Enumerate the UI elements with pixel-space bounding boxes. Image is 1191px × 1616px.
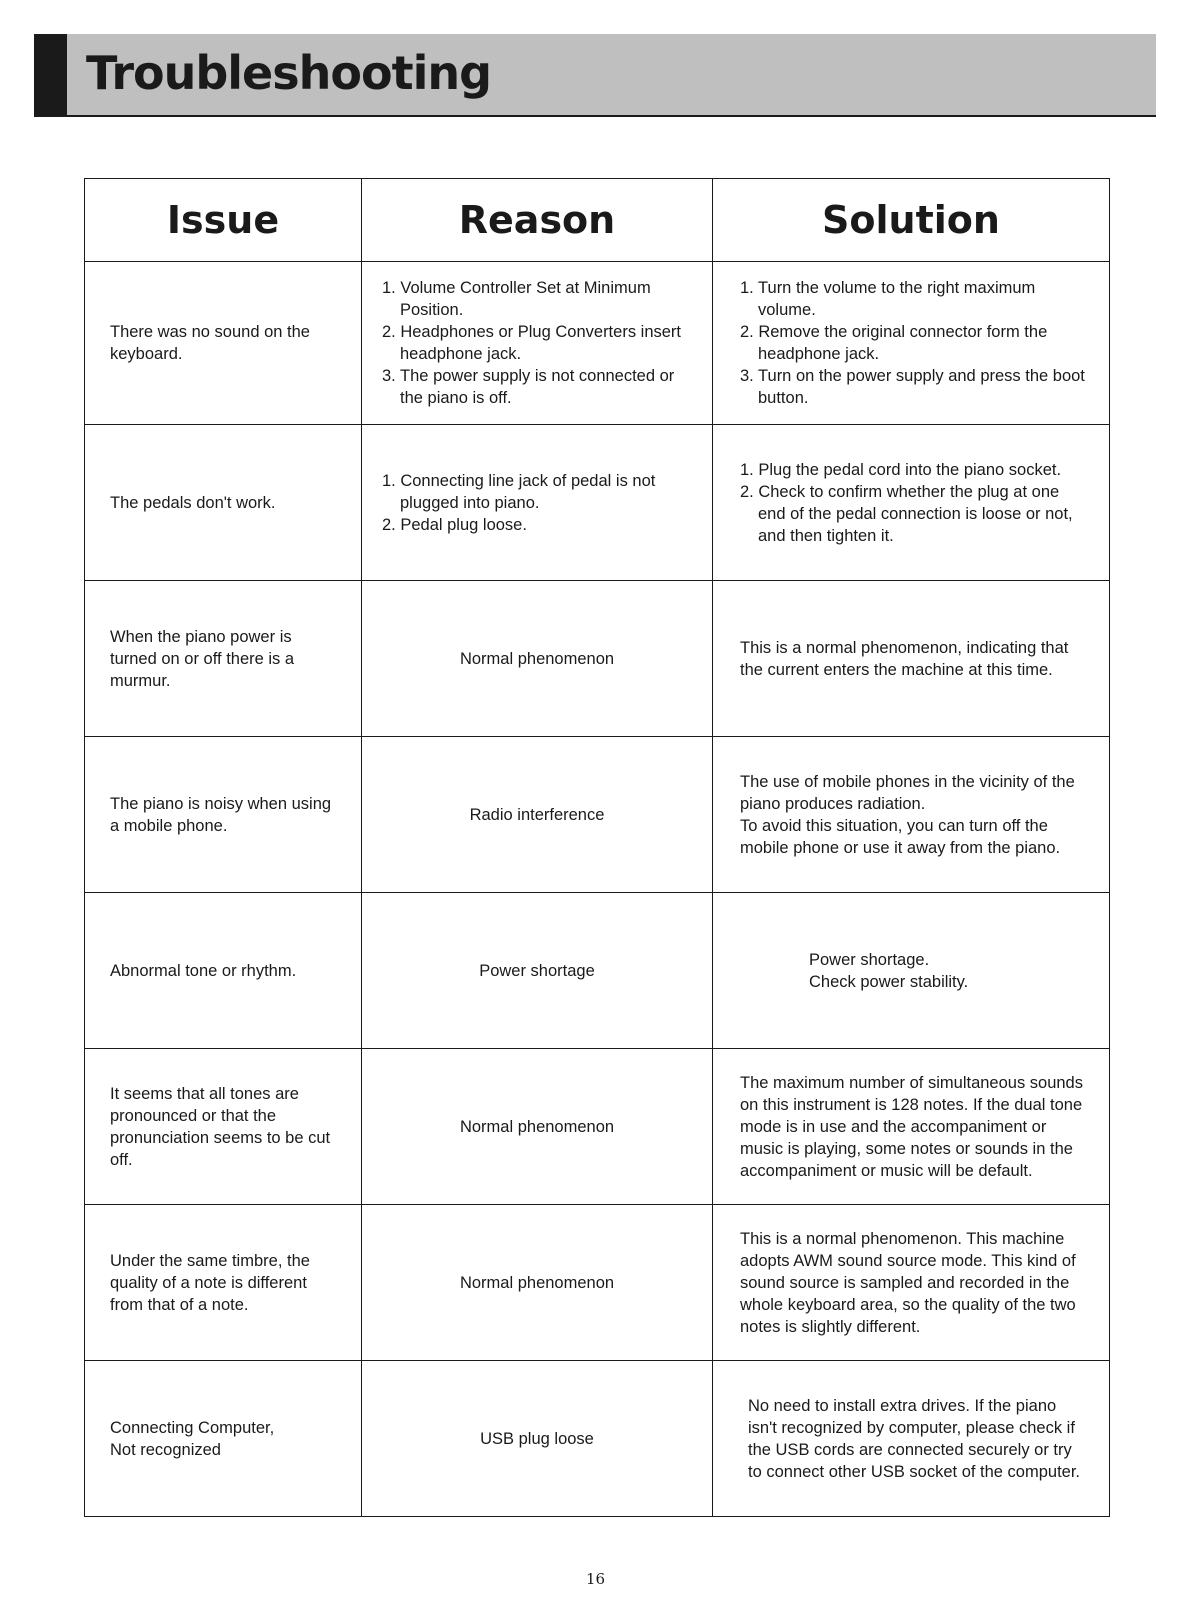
table-row bbox=[85, 581, 1110, 737]
solution-step: 2. Check to confirm whether the plug at one end of the pedal connection is loose or not, and then tighten it. bbox=[740, 482, 1073, 545]
title-bar bbox=[34, 34, 1156, 117]
reason-cell: Normal phenomenon bbox=[362, 581, 713, 737]
solution-line: To avoid this situation, you can turn off the mobile phone or use it away from the piano. bbox=[740, 816, 1061, 857]
reason-cell: Normal phenomenon bbox=[362, 1205, 713, 1361]
reason-cell bbox=[362, 425, 713, 581]
header-reason: Reason bbox=[362, 179, 713, 262]
table-row bbox=[85, 1361, 1110, 1517]
header-solution: Solution bbox=[713, 179, 1110, 262]
table-row bbox=[85, 1205, 1110, 1361]
solution-cell: This is a normal phenomenon, indicating that the current enters the machine at this time. bbox=[713, 581, 1110, 737]
reason-cell: USB plug loose bbox=[362, 1361, 713, 1517]
table-row bbox=[85, 262, 1110, 425]
issue-cell: There was no sound on the keyboard. bbox=[85, 262, 362, 425]
solution-step: 2. Remove the original connector form the headphone jack. bbox=[740, 323, 1048, 363]
issue-line: Connecting Computer, bbox=[110, 1418, 275, 1437]
issue-cell: Abnormal tone or rhythm. bbox=[85, 893, 362, 1049]
reason-step: 1. Volume Controller Set at Minimum Position. bbox=[382, 279, 651, 319]
reason-cell: Normal phenomenon bbox=[362, 1049, 713, 1205]
solution-step: 1. Turn the volume to the right maximum volume. bbox=[740, 279, 1036, 319]
issue-cell bbox=[85, 1361, 362, 1517]
issue-cell: The pedals don't work. bbox=[85, 425, 362, 581]
issue-cell: It seems that all tones are pronounced or that the pronunciation seems to be cut off. bbox=[85, 1049, 362, 1205]
solution-cell bbox=[713, 893, 1110, 1049]
reason-cell: Radio interference bbox=[362, 737, 713, 893]
reason-cell: Power shortage bbox=[362, 893, 713, 1049]
issue-cell: When the piano power is turned on or off there is a murmur. bbox=[85, 581, 362, 737]
reason-step: 2. Pedal plug loose. bbox=[382, 515, 527, 534]
title-accent-block bbox=[34, 34, 67, 115]
reason-step: 2. Headphones or Plug Converters insert headphone jack. bbox=[382, 323, 681, 363]
solution-cell bbox=[713, 262, 1110, 425]
page-title: Troubleshooting bbox=[86, 46, 492, 100]
reason-cell bbox=[362, 262, 713, 425]
page-number: 16 bbox=[585, 1570, 606, 1588]
header-issue: Issue bbox=[85, 179, 362, 262]
solution-step: 3. Turn on the power supply and press the boot button. bbox=[740, 367, 1085, 407]
solution-cell bbox=[713, 737, 1110, 893]
reason-step: 1. Connecting line jack of pedal is not plugged into piano. bbox=[382, 471, 656, 512]
table-row bbox=[85, 425, 1110, 581]
solution-cell bbox=[713, 425, 1110, 581]
issue-cell: Under the same timbre, the quality of a note is different from that of a note. bbox=[85, 1205, 362, 1361]
table-header-row bbox=[85, 179, 1110, 262]
solution-line: Check power stability. bbox=[809, 972, 969, 991]
issue-line: Not recognized bbox=[110, 1440, 221, 1459]
reason-step: 3. The power supply is not connected or the piano is off. bbox=[382, 367, 675, 407]
solution-line: The use of mobile phones in the vicinity of the piano produces radiation. bbox=[740, 772, 1075, 813]
solution-cell: The maximum number of simultaneous sounds on this instrument is 128 notes. If the dual tone mode is in use and the accompaniment or music is playing, some notes or sounds in the accompaniment or music will be default. bbox=[713, 1049, 1110, 1205]
issue-cell: The piano is noisy when using a mobile phone. bbox=[85, 737, 362, 893]
table-row bbox=[85, 1049, 1110, 1205]
solution-step: 1. Plug the pedal cord into the piano socket. bbox=[740, 460, 1062, 479]
solution-cell: This is a normal phenomenon. This machine adopts AWM sound source mode. This kind of sound source is sampled and recorded in the whole keyboard area, so the quality of the two notes is slightly different. bbox=[713, 1205, 1110, 1361]
table-row bbox=[85, 737, 1110, 893]
solution-cell: No need to install extra drives. If the piano isn't recognized by computer, please check if the USB cords are connected securely or try to connect other USB socket of the computer. bbox=[713, 1361, 1110, 1517]
table-row bbox=[85, 893, 1110, 1049]
solution-line: Power shortage. bbox=[809, 950, 930, 969]
troubleshooting-table bbox=[84, 178, 1110, 1517]
